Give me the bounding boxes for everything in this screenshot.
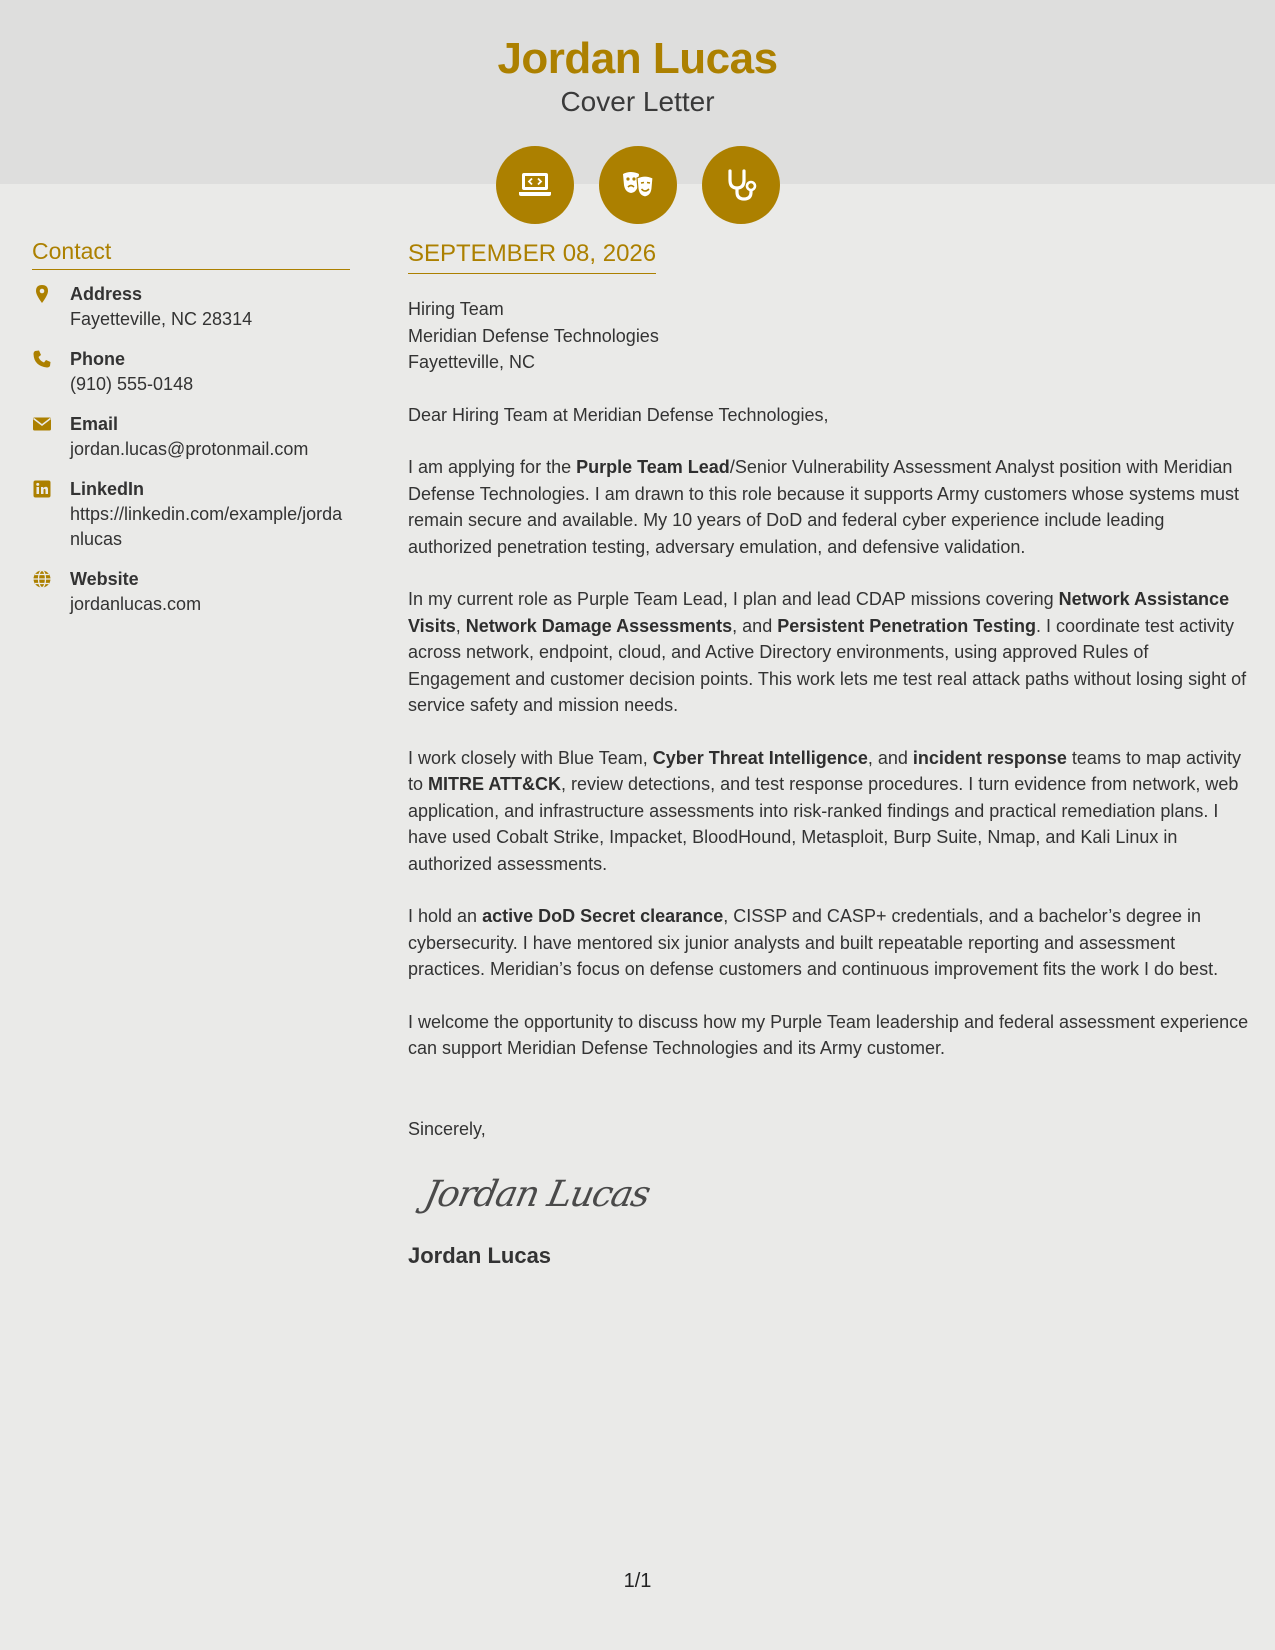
- theater-masks-icon: [618, 165, 658, 205]
- paragraph-text: , CISSP and CASP+ credentials, and a bachelor’s degree in cybersecurity. I have mentored six junior analysts and built repeatable reporting and assessment practices. Meridian’s focus on defense customers and continuous improvement fits the work I do best.: [408, 906, 1219, 979]
- paragraph-text: /Senior Vulnerability Assessment Analyst position with Meridian Defense Technologies. I am drawn to this role because it supports Army customers whose systems must remain secure and available. My 10 years of DoD and federal cyber experience include leading authorized penetration testing, adversary emulation, and defensive validation.: [408, 457, 1240, 557]
- sidebar: [32, 238, 350, 632]
- document-subtitle: Cover Letter: [560, 86, 715, 117]
- contact-label: Email: [70, 414, 119, 434]
- emphasis-text: Persistent Penetration Testing: [777, 615, 1036, 636]
- contact-label: Phone: [70, 349, 126, 369]
- email-value[interactable]: jordan.lucas@protonmail.com: [70, 439, 309, 459]
- contact-label: LinkedIn: [70, 479, 145, 499]
- signer-name: Jordan Lucas: [408, 1243, 552, 1268]
- phone-icon: [32, 349, 52, 369]
- letter-paragraph: [408, 454, 1253, 560]
- contact-phone: [32, 347, 350, 397]
- linkedin-icon: [32, 479, 52, 499]
- paragraph-text: In my current role as Purple Team Lead, I plan and lead CDAP missions covering: [408, 589, 1059, 609]
- letter-body: [408, 240, 1253, 1269]
- paragraph-text: . I coordinate test activity across network, endpoint, cloud, and Active Directory environments, using approved Rules of Engagement and customer decision points. This work lets me test real attack paths without losing sight of service safety and mission needs.: [408, 615, 1247, 715]
- salutation: Dear Hiring Team at Meridian Defense Technologies,: [408, 404, 829, 425]
- recipient-block: [408, 296, 1253, 376]
- signature: [420, 1162, 666, 1222]
- recipient-line: Hiring Team: [408, 299, 504, 319]
- emphasis-text: Network Damage Assessments: [465, 615, 733, 636]
- theater-masks-badge: [599, 146, 677, 224]
- page-number: 1/1: [623, 1570, 652, 1592]
- paragraph-text: teams to map activity to: [408, 747, 1241, 794]
- paragraph-text: I work closely with Blue Team,: [408, 747, 653, 768]
- candidate-name: Jordan Lucas: [497, 34, 778, 83]
- contact-list: [32, 282, 350, 617]
- emphasis-text: Purple Team Lead: [576, 457, 730, 477]
- contact-label: Website: [70, 569, 139, 589]
- laptop-code-icon: [515, 165, 555, 205]
- paragraph-text: , and: [867, 747, 913, 768]
- contact-label: Address: [70, 284, 143, 304]
- laptop-code-badge: [496, 146, 574, 224]
- emphasis-text: active DoD Secret clearance: [482, 906, 724, 926]
- closing: Sincerely,: [408, 1118, 486, 1139]
- contact-linkedin: [32, 477, 350, 552]
- letter-paragraph: [408, 586, 1253, 719]
- letter-paragraph: [408, 903, 1253, 983]
- stethoscope-badge: [702, 146, 780, 224]
- paragraph-text: , and: [732, 615, 778, 636]
- website-value[interactable]: jordanlucas.com: [70, 594, 202, 614]
- contact-email: [32, 412, 350, 462]
- emphasis-text: incident response: [912, 747, 1067, 768]
- phone-value: (910) 555-0148: [70, 374, 194, 394]
- svg-text:Jordan Lucas: Jordan Lucas: [420, 1172, 655, 1215]
- paragraph-text: I am applying for the: [408, 457, 577, 477]
- map-pin-icon: [32, 284, 52, 304]
- globe-icon: [32, 569, 52, 589]
- recipient-line: Meridian Defense Technologies: [408, 325, 659, 346]
- interest-icons: [496, 146, 780, 224]
- contact-website: [32, 567, 350, 617]
- letter-paragraphs: [408, 454, 1253, 1062]
- letter-paragraph: [408, 745, 1253, 878]
- contact-address: [32, 282, 350, 332]
- paragraph-text: ,: [455, 615, 466, 636]
- paragraph-text: I hold an: [408, 906, 483, 926]
- letter-paragraph: [408, 1009, 1253, 1062]
- emphasis-text: Cyber Threat Intelligence: [652, 747, 868, 768]
- address-value: Fayetteville, NC 28314: [70, 309, 253, 329]
- emphasis-text: MITRE ATT&CK: [428, 774, 561, 794]
- paragraph-text: , review detections, and test response procedures. I turn evidence from network, web application, and infrastructure assessments into risk-ranked findings and practical remediation plans. I have used Cobalt Strike, Impacket, BloodHound, Metasploit, Burp Suite, Nmap, and Kali Linux in authorized assessments.: [408, 774, 1239, 874]
- linkedin-value[interactable]: https://linkedin.com/example/jordanlucas: [70, 504, 343, 549]
- stethoscope-icon: [721, 165, 761, 205]
- emphasis-text: Network Assistance Visits: [408, 589, 1230, 636]
- contact-heading: Contact: [32, 238, 350, 270]
- letter-date: SEPTEMBER 08, 2026: [408, 240, 656, 274]
- recipient-line: Fayetteville, NC: [408, 352, 536, 372]
- envelope-icon: [32, 414, 52, 434]
- paragraph-text: I welcome the opportunity to discuss how my Purple Team leadership and federal assessment experience can support Meridian Defense Technologies and its Army customer.: [408, 1011, 1249, 1058]
